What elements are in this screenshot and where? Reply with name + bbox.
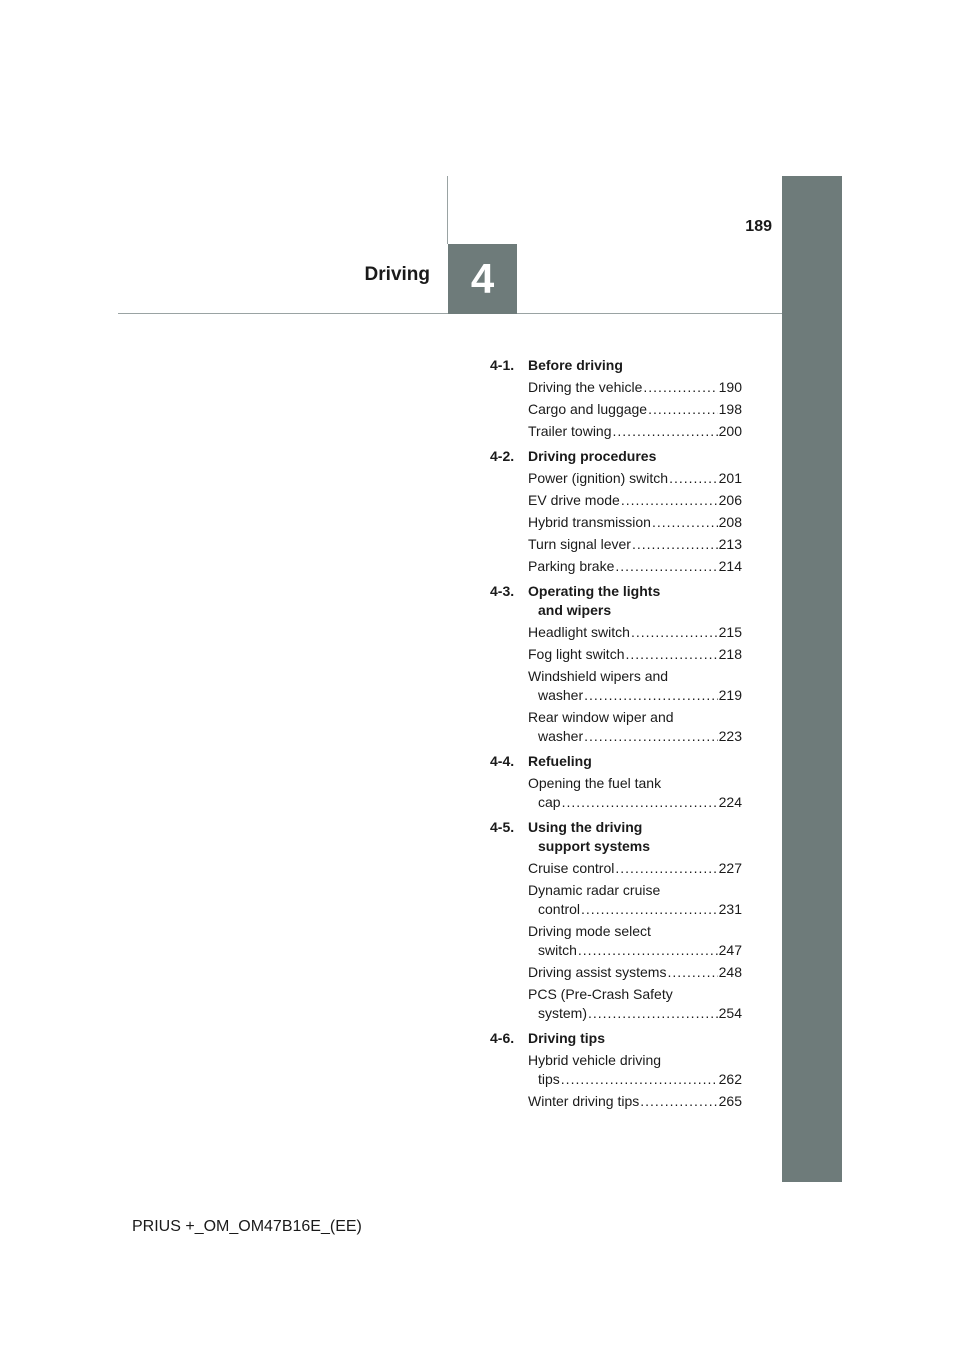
toc-entry-page: 223 [718, 728, 742, 744]
toc-section-title-line: Driving procedures [528, 448, 657, 464]
toc-entry-page: 198 [718, 401, 742, 417]
toc-entry-label: Cruise control [528, 860, 615, 876]
toc-dot-leader [581, 900, 718, 919]
toc-entry-page: 200 [718, 423, 742, 439]
toc-section [490, 582, 742, 746]
toc-entry[interactable] [528, 645, 742, 664]
toc-dot-leader [631, 623, 718, 642]
toc-entry-label-line: PCS (Pre-Crash Safety [528, 986, 673, 1002]
toc-section-title [528, 582, 742, 620]
toc-entry[interactable] [528, 623, 742, 642]
toc-entry-label: Parking brake [528, 558, 615, 574]
toc-entry[interactable] [528, 963, 742, 982]
toc-dot-leader [584, 727, 718, 746]
toc-entry[interactable] [528, 400, 742, 419]
toc-section-number: 4-4. [490, 753, 515, 769]
toc-dot-leader [615, 557, 717, 576]
toc-section-heading[interactable] [490, 447, 742, 466]
toc-section-number: 4-3. [490, 583, 515, 599]
toc-entry-label: EV drive mode [528, 492, 620, 508]
toc-entry-label: Fog light switch [528, 646, 625, 662]
toc-dot-leader [643, 378, 717, 397]
toc-section-heading[interactable] [490, 582, 742, 620]
toc-section [490, 447, 742, 576]
toc-entry-label-line: Hybrid vehicle driving [528, 1052, 662, 1068]
toc-entry-label: Trailer towing [528, 423, 612, 439]
toc-entry-label-line: Opening the fuel tank [528, 775, 662, 791]
toc-section-title-line: Driving tips [528, 1030, 606, 1046]
toc-dot-leader [652, 513, 718, 532]
toc-entry-label: Turn signal lever [528, 536, 631, 552]
toc-entry[interactable] [528, 922, 742, 960]
toc-entry-label: switch [538, 942, 577, 958]
toc-dot-leader [613, 422, 718, 441]
toc-section-heading[interactable] [490, 356, 742, 375]
toc-entry-page: 218 [718, 646, 742, 662]
toc-section-title [528, 1029, 742, 1048]
toc-dot-leader [648, 400, 718, 419]
toc-entry-page: 248 [718, 964, 742, 980]
toc-dot-leader [640, 1092, 717, 1111]
toc-section-number: 4-6. [490, 1030, 515, 1046]
toc-dot-leader [578, 941, 718, 960]
toc-section-heading[interactable] [490, 1029, 742, 1048]
table-of-contents [490, 356, 742, 1117]
toc-entry-label: Winter driving tips [528, 1093, 640, 1109]
toc-section [490, 752, 742, 812]
toc-section-title-line: and wipers [538, 602, 612, 618]
toc-entry-label: Cargo and luggage [528, 401, 648, 417]
toc-entry-label-line: Driving mode select [528, 923, 651, 939]
toc-entry-label: Headlight switch [528, 624, 630, 640]
toc-entry-label: Driving assist systems [528, 964, 667, 980]
toc-entry-label-line: Rear window wiper and [528, 709, 674, 725]
toc-entry-label: tips [538, 1071, 560, 1087]
toc-entry-page: 201 [718, 470, 742, 486]
toc-dot-leader [588, 1004, 718, 1023]
toc-entry-label: Driving the vehicle [528, 379, 643, 395]
toc-entry[interactable] [528, 491, 742, 510]
toc-section-title-line: support systems [538, 838, 651, 854]
toc-entry[interactable] [528, 859, 742, 878]
toc-entry-page: 227 [718, 860, 742, 876]
toc-entry-label: washer [538, 728, 584, 744]
toc-dot-leader [615, 859, 717, 878]
toc-dot-leader [621, 491, 718, 510]
toc-entry-label: Hybrid transmission [528, 514, 651, 530]
toc-section [490, 1029, 742, 1111]
toc-entry[interactable] [528, 881, 742, 919]
toc-section-heading[interactable] [490, 818, 742, 856]
toc-entry-page: 208 [718, 514, 742, 530]
toc-dot-leader [669, 469, 718, 488]
toc-entry[interactable] [528, 708, 742, 746]
toc-dot-leader [584, 686, 718, 705]
toc-section-title [528, 752, 742, 771]
toc-entry-label-line: Dynamic radar cruise [528, 882, 661, 898]
toc-entry[interactable] [528, 513, 742, 532]
toc-entry-page: 262 [718, 1071, 742, 1087]
toc-entry-page: 254 [718, 1005, 742, 1021]
toc-section-title-line: Refueling [528, 753, 592, 769]
toc-entry-page: 214 [718, 558, 742, 574]
toc-section [490, 818, 742, 1023]
toc-dot-leader [632, 535, 718, 554]
toc-entry-page: 215 [718, 624, 742, 640]
chapter-number-badge: 4 [448, 244, 517, 314]
toc-entry-label: washer [538, 687, 584, 703]
toc-entry-label: control [538, 901, 581, 917]
toc-entry[interactable] [528, 469, 742, 488]
chapter-tab-sidebar [782, 176, 842, 1182]
toc-entry[interactable] [528, 378, 742, 397]
toc-entry[interactable] [528, 535, 742, 554]
toc-entry[interactable] [528, 1051, 742, 1089]
toc-entry-label-line: Windshield wipers and [528, 668, 669, 684]
toc-entry-page: 190 [718, 379, 742, 395]
document-footer: PRIUS +_OM_OM47B16E_(EE) [132, 1218, 362, 1235]
toc-entry[interactable] [528, 985, 742, 1023]
toc-section-title-line: Before driving [528, 357, 623, 373]
toc-entry[interactable] [528, 557, 742, 576]
toc-section-number: 4-5. [490, 819, 515, 835]
toc-entry-label: system) [538, 1005, 587, 1021]
toc-dot-leader [667, 963, 717, 982]
page-number: 189 [745, 218, 772, 235]
toc-entry[interactable] [528, 422, 742, 441]
toc-section [490, 356, 742, 441]
toc-entry-label: Power (ignition) switch [528, 470, 669, 486]
toc-entry-page: 224 [718, 794, 742, 810]
toc-entry-page: 231 [718, 901, 742, 917]
toc-entry[interactable] [528, 667, 742, 705]
toc-dot-leader [562, 793, 718, 812]
toc-entry-page: 247 [718, 942, 742, 958]
toc-section-title-line: Operating the lights [528, 583, 661, 599]
header-vertical-rule [447, 176, 448, 244]
toc-section-title-line: Using the driving [528, 819, 643, 835]
toc-dot-leader [625, 645, 717, 664]
toc-entry[interactable] [528, 774, 742, 812]
toc-section-title [528, 818, 742, 856]
toc-entry-page: 265 [718, 1093, 742, 1109]
toc-section-title [528, 356, 742, 375]
toc-section-title [528, 447, 742, 466]
toc-entry-page: 213 [718, 536, 742, 552]
toc-section-number: 4-1. [490, 357, 515, 373]
toc-dot-leader [561, 1070, 718, 1089]
chapter-title: Driving [364, 264, 430, 285]
toc-entry-page: 206 [718, 492, 742, 508]
toc-section-heading[interactable] [490, 752, 742, 771]
toc-section-number: 4-2. [490, 448, 515, 464]
toc-entry-label: cap [538, 794, 561, 810]
toc-entry-page: 219 [718, 687, 742, 703]
toc-entry[interactable] [528, 1092, 742, 1111]
